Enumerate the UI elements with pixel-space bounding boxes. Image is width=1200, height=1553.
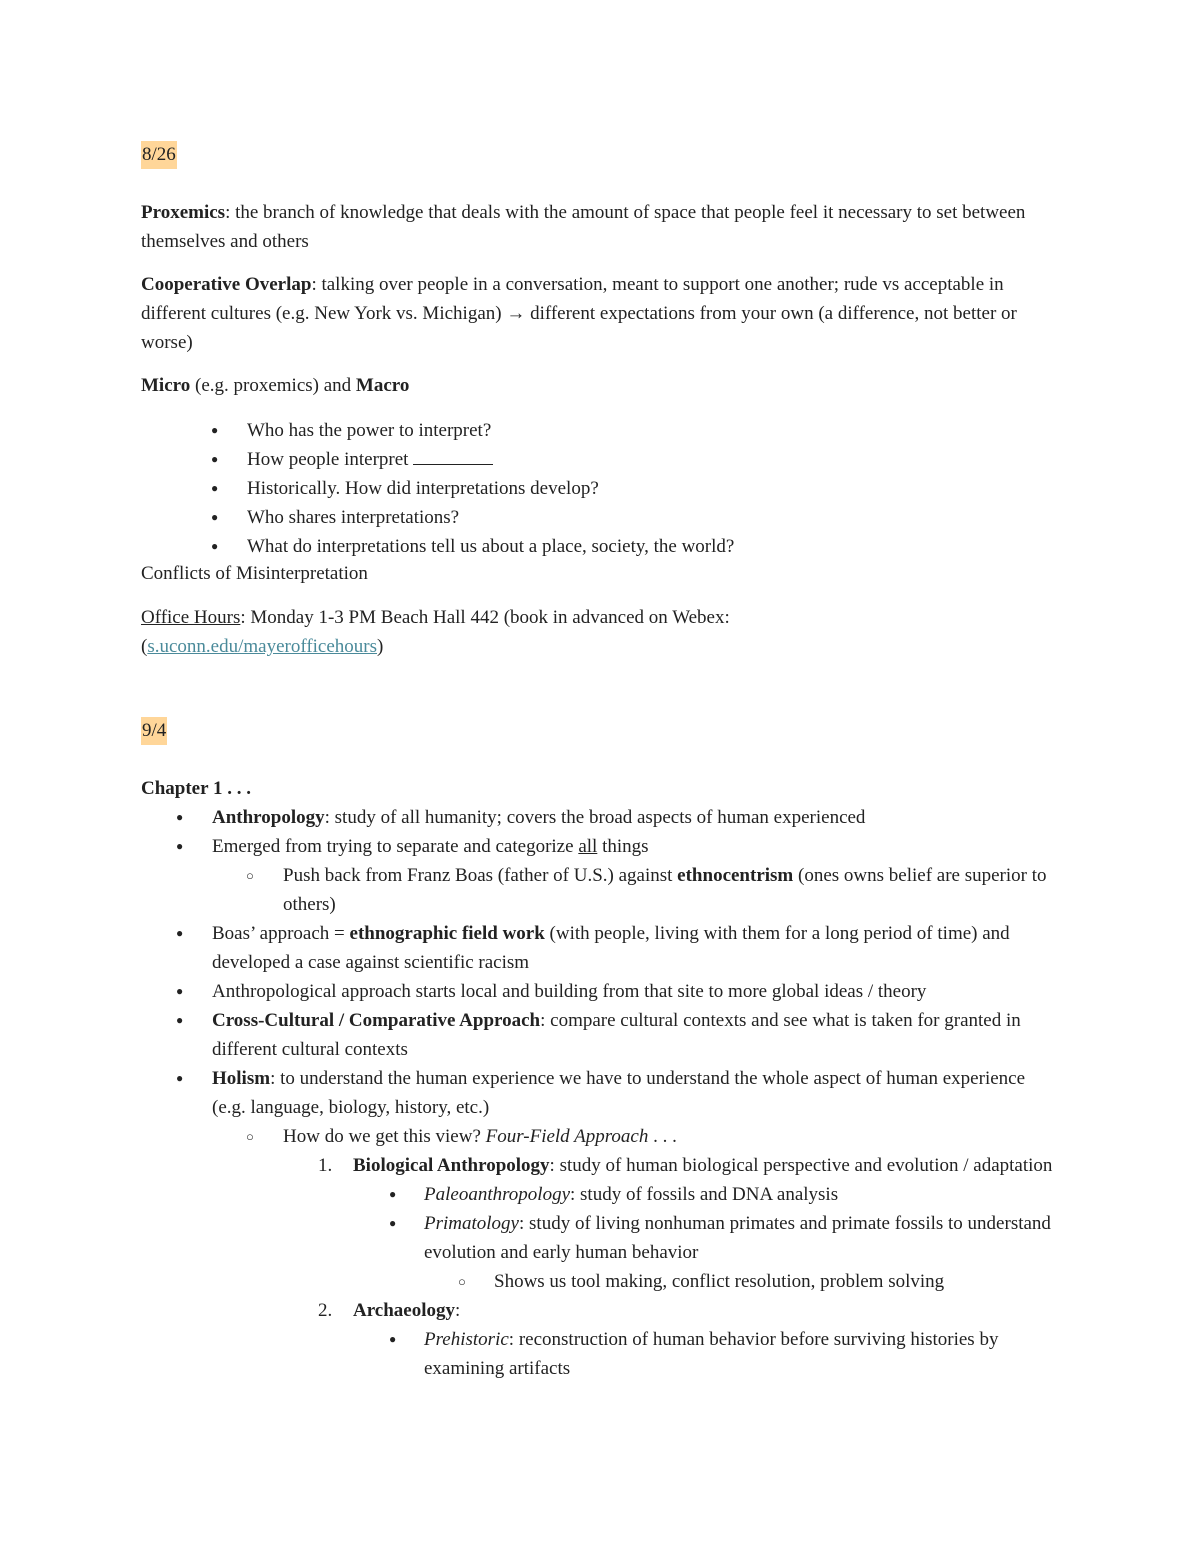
term: Holism [212, 1068, 271, 1089]
paren-open: ( [141, 636, 148, 657]
text: Emerged from trying to separate and categorize [212, 836, 579, 857]
office-hours [141, 603, 1051, 661]
list-item: ● What do interpretations tell us about a place, society, the world? [141, 532, 1061, 561]
macro-term: Macro [355, 375, 410, 396]
list-item [141, 1064, 1061, 1122]
term: Biological Anthropology [353, 1155, 550, 1176]
list-item-text: How people interpret [247, 449, 414, 470]
chapter-notes-list [141, 803, 1061, 1383]
text: Push back from Franz Boas (father of U.S.) against [283, 865, 678, 886]
micro-macro-line [141, 371, 1051, 400]
cooperative-overlap-definition [141, 270, 1051, 357]
sub-list-item [141, 861, 1061, 919]
term: ethnographic field work [349, 923, 545, 944]
item-number: 2. [318, 1300, 333, 1321]
text: How do we get this view? [283, 1126, 486, 1147]
office-hours-text: : Monday 1-3 PM Beach Hall 442 (book in advanced on Webex: [240, 607, 730, 628]
date-highlight-9-4: 9/4 [141, 717, 167, 745]
list-item [141, 803, 1061, 832]
sub-list-item [141, 1180, 1061, 1209]
definition: : study of living nonhuman primates and primate fossils to understand evolution and early human behavior [424, 1213, 1051, 1263]
list-item: ● Historically. How did interpretations develop? [141, 474, 1061, 503]
numbered-item [141, 1296, 1061, 1325]
numbered-item [141, 1151, 1061, 1180]
underlined-text: all [578, 836, 598, 857]
list-item [141, 832, 1061, 861]
list-item [141, 1006, 1061, 1064]
micro-term: Micro [141, 375, 191, 396]
list-item: ● Who has the power to interpret? [141, 416, 1061, 445]
text: Boas’ approach = [212, 923, 350, 944]
sub-list-item [141, 1325, 1061, 1383]
term: Proxemics [141, 202, 226, 223]
paren-close: ) [377, 636, 384, 657]
text: things [597, 836, 649, 857]
text: . . . [648, 1126, 677, 1147]
micro-macro-connector: (e.g. proxemics) and [190, 375, 356, 396]
office-hours-link[interactable]: s.uconn.edu/mayerofficehours [147, 636, 378, 657]
definition: : [455, 1300, 461, 1321]
term: Cooperative Overlap [141, 274, 312, 295]
definition: : to understand the human experience we have to understand the whole aspect of human experience (e.g. language, biology, history, etc.) [212, 1068, 1026, 1118]
emphasis: Four-Field Approach [485, 1126, 649, 1147]
definition: : reconstruction of human behavior before surviving histories by examining artifacts [424, 1329, 999, 1379]
text: (with people, living with them for a long period of time) and developed a case against scientific racism [212, 923, 1010, 973]
term: Prehistoric [424, 1329, 509, 1350]
definition: : compare cultural contexts and see what is taken for granted in different cultural contexts [212, 1010, 1021, 1060]
term: Cross-Cultural / Comparative Approach [212, 1010, 541, 1031]
chapter-heading [141, 774, 1051, 803]
definition: : talking over people in a conversation, meant to support one another; rude vs acceptable in different cultures (e.g. New York vs. Michigan) → different expectations from your own (a difference, not better or worse) [141, 274, 1017, 353]
office-hours-label: Office Hours [141, 607, 241, 628]
list-item [141, 445, 1061, 474]
date-highlight-8-26: 8/26 [141, 141, 177, 169]
fill-in-blank [413, 446, 493, 465]
chapter-title: Chapter 1 . . . [141, 778, 251, 799]
text: (ones owns belief are superior to others) [283, 865, 1047, 915]
proxemics-definition [141, 198, 1051, 256]
term: Anthropology [212, 807, 325, 828]
sub-list-item [141, 1209, 1061, 1267]
interpretation-questions-list [141, 416, 1061, 561]
definition: : study of all humanity; covers the broad aspects of human experienced [324, 807, 866, 828]
list-item [141, 919, 1061, 977]
definition: : study of fossils and DNA analysis [570, 1184, 839, 1205]
item-number: 1. [318, 1155, 333, 1176]
term: Archaeology [353, 1300, 456, 1321]
term: Paleoanthropology [424, 1184, 570, 1205]
list-item: ● Who shares interpretations? [141, 503, 1061, 532]
term: Primatology [424, 1213, 519, 1234]
definition: : the branch of knowledge that deals with the amount of space that people feel it necessary to set between themselves and others [141, 202, 1026, 252]
definition: : study of human biological perspective and evolution / adaptation [549, 1155, 1053, 1176]
sub-list-item: ○ Shows us tool making, conflict resolution, problem solving [141, 1267, 1061, 1296]
sub-list-item [141, 1122, 1061, 1151]
list-item: ● Anthropological approach starts local and building from that site to more global ideas / theory [141, 977, 1061, 1006]
conflicts-line: Conflicts of Misinterpretation [141, 563, 368, 584]
term: ethnocentrism [677, 865, 794, 886]
